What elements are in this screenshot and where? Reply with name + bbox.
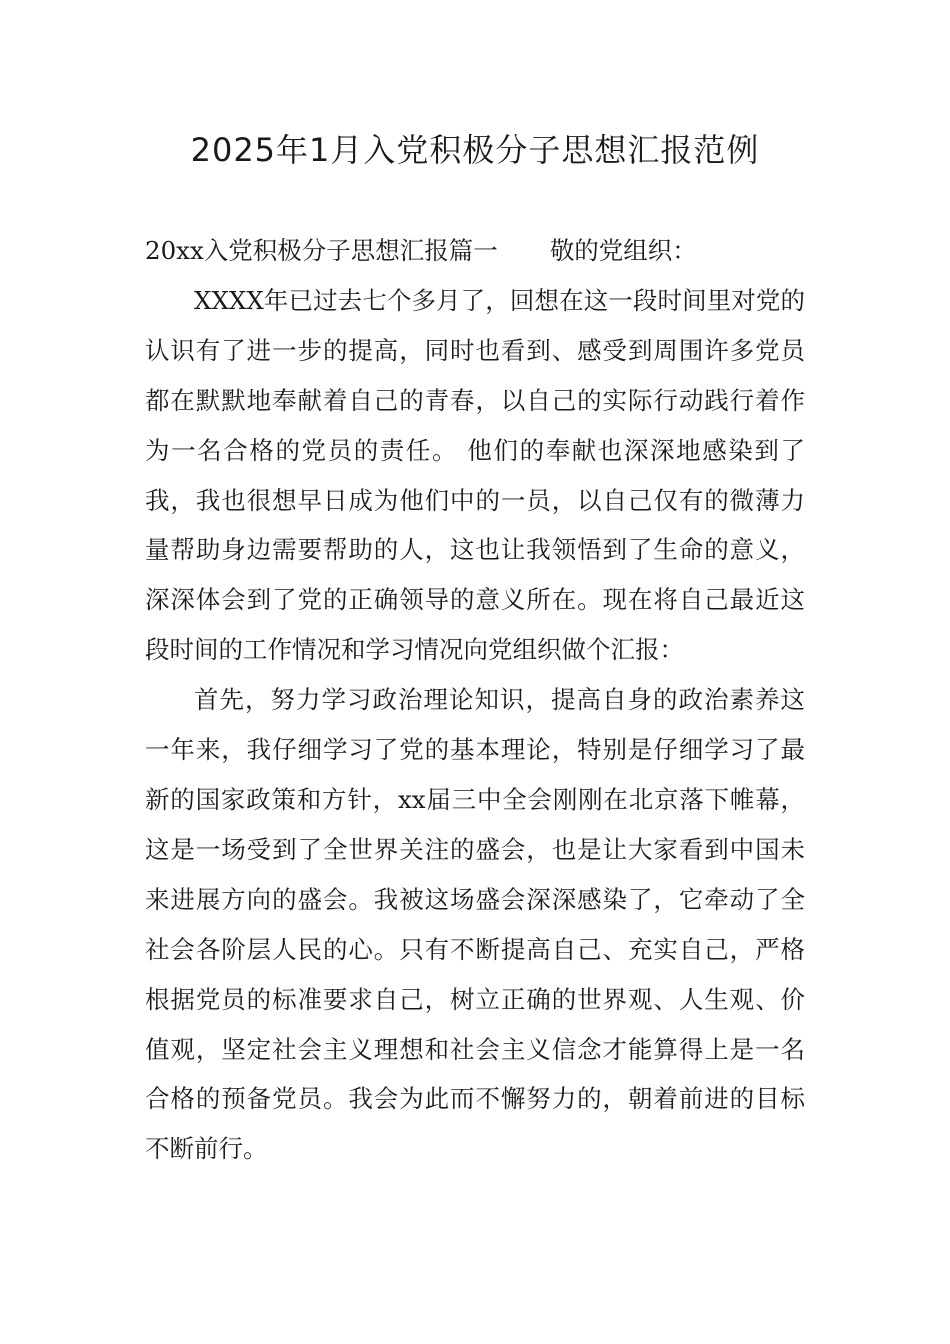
- paragraph-2: 首先，努力学习政治理论知识，提高自身的政治素养这一年来，我仔细学习了党的基本理论，特别是仔细学习了最新的国家政策和方针，xx届三中全会刚刚在北京落下帷幕，这是一场受到了全世界关注的盛会，也是让大家看到中国未来进展方向的盛会。我被这场盛会深深感染了，它牵动了全社会各阶层人民的心。只有不断提高自己、充实自己，严格根据党员的标准要求自己，树立正确的世界观、人生观、价值观，坚定社会主义理想和社会主义信念才能算得上是一名合格的预备党员。我会为此而不懈努力的，朝着前进的目标不断前行。: [145, 685, 805, 1164]
- section-label: 20xx入党积极分子思想汇报篇一: [145, 236, 498, 265]
- document-title: 2025年1月入党积极分子思想汇报范例: [190, 131, 760, 169]
- document-body: [145, 226, 805, 1174]
- section-header: [145, 226, 805, 276]
- salutation: 敬的党组织：: [549, 236, 697, 265]
- paragraph-1: XXXX年已过去七个多月了，回想在这一段时间里对党的认识有了进一步的提高，同时也看到、感受到周围许多党员都在默默地奉献着自己的青春，以自己的实际行动践行着作为一名合格的党员的责任。 他们的奉献也深深地感染到了我，我也很想早日成为他们中的一员，以自己仅有的微薄力量帮助身边需要帮助的人，这也让我领悟到了生命的意义，深深体会到了党的正确领导的意义所在。现在将自己最近这段时间的工作情况和学习情况向党组织做个汇报：: [145, 285, 805, 665]
